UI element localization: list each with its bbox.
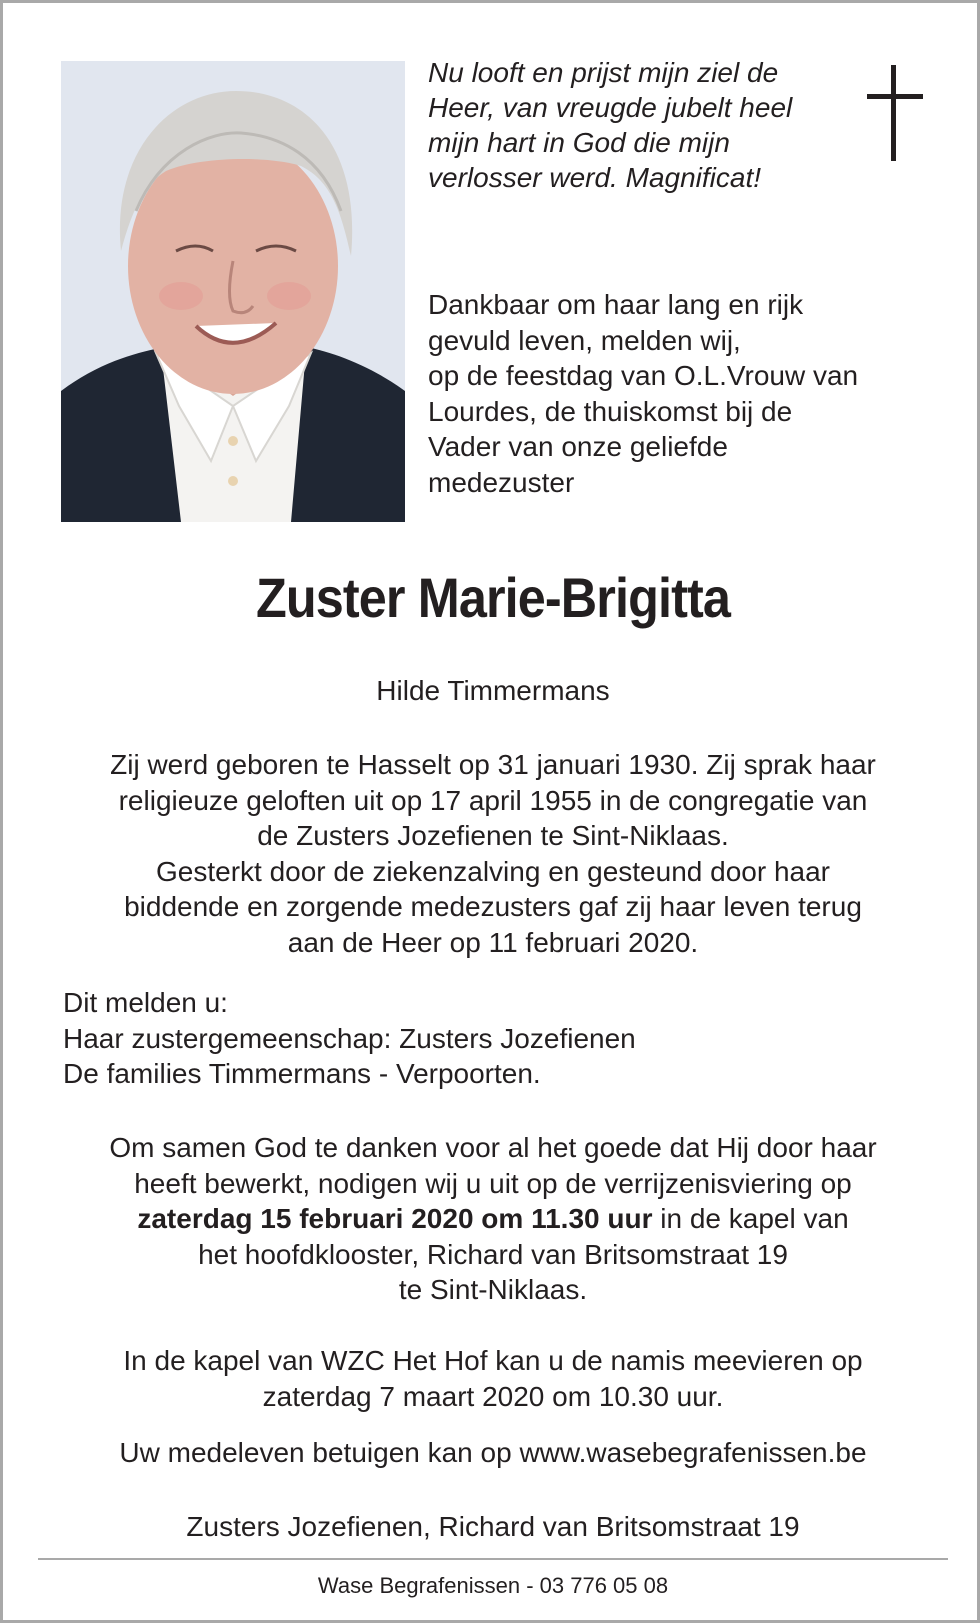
biography bbox=[43, 747, 943, 960]
scripture-quote bbox=[428, 55, 848, 195]
memorial-mass bbox=[43, 1343, 943, 1414]
service-line: te Sint-Niklaas. bbox=[398, 1274, 588, 1305]
service-line: Om samen God te danken voor al het goede dat Hij door haar bbox=[109, 1132, 877, 1163]
intro-line: Dankbaar om haar lang en rijk bbox=[428, 289, 804, 320]
service-line: in de kapel van bbox=[652, 1203, 849, 1234]
intro-line: medezuster bbox=[428, 466, 575, 498]
bio-line: biddende en zorgende medezusters gaf zij haar leven terug bbox=[124, 891, 862, 922]
quote-line: mijn hart in God die mijn bbox=[428, 127, 730, 158]
bio-line: religieuze geloften uit op 17 april 1955 in de congregatie van bbox=[118, 784, 868, 816]
funeral-service bbox=[43, 1130, 943, 1308]
intro-text bbox=[428, 287, 928, 500]
announcers bbox=[63, 985, 943, 1092]
portrait-photo bbox=[61, 61, 405, 522]
service-line: heeft bewerkt, nodigen wij u uit op de verrijzenisviering op bbox=[134, 1167, 852, 1199]
quote-line: verlosser werd. Magnificat! bbox=[428, 162, 762, 193]
service-line: het hoofdklooster, Richard van Britsomstraat 19 bbox=[198, 1238, 788, 1270]
intro-line: Vader van onze geliefde bbox=[428, 431, 728, 462]
announce-line: De families Timmermans - Verpoorten. bbox=[63, 1058, 541, 1089]
community-address: Zusters Jozefienen, Richard van Britsomstraat 19 bbox=[186, 1511, 800, 1542]
bio-line: Gesterkt door de ziekenzalving en gesteund door haar bbox=[156, 855, 830, 887]
deceased-name: Zuster Marie-Brigitta bbox=[256, 566, 730, 629]
cross-icon bbox=[867, 65, 923, 161]
service-date: zaterdag 15 februari 2020 om 11.30 uur bbox=[137, 1203, 653, 1234]
bio-line: de Zusters Jozefienen te Sint-Niklaas. bbox=[257, 820, 729, 851]
quote-line: Nu looft en prijst mijn ziel de bbox=[428, 57, 779, 88]
footer-divider bbox=[38, 1558, 948, 1560]
announce-line: Dit melden u: bbox=[63, 987, 228, 1018]
intro-line: gevuld leven, melden wij, bbox=[428, 324, 741, 356]
portrait-image bbox=[61, 61, 405, 522]
mass-line: In de kapel van WZC Het Hof kan u de namis meevieren op bbox=[123, 1345, 863, 1376]
intro-line: op de feestdag van O.L.Vrouw van bbox=[428, 360, 859, 391]
quote-line: Heer, van vreugde jubelt heel bbox=[428, 92, 793, 123]
civil-name: Hilde Timmermans bbox=[376, 675, 610, 706]
condolence-text: Uw medeleven betuigen kan op www.wasebegrafenissen.be bbox=[119, 1437, 867, 1468]
intro-line: Lourdes, de thuiskomst bij de bbox=[428, 395, 793, 427]
bio-line: Zij werd geboren te Hasselt op 31 januari 1930. Zij sprak haar bbox=[110, 749, 876, 780]
funeral-home-footer: Wase Begrafenissen - 03 776 05 08 bbox=[317, 1573, 669, 1598]
bio-line: aan de Heer op 11 februari 2020. bbox=[287, 926, 699, 958]
announce-line: Haar zustergemeenschap: Zusters Jozefienen bbox=[63, 1022, 636, 1054]
mass-line: zaterdag 7 maart 2020 om 10.30 uur. bbox=[262, 1380, 724, 1412]
